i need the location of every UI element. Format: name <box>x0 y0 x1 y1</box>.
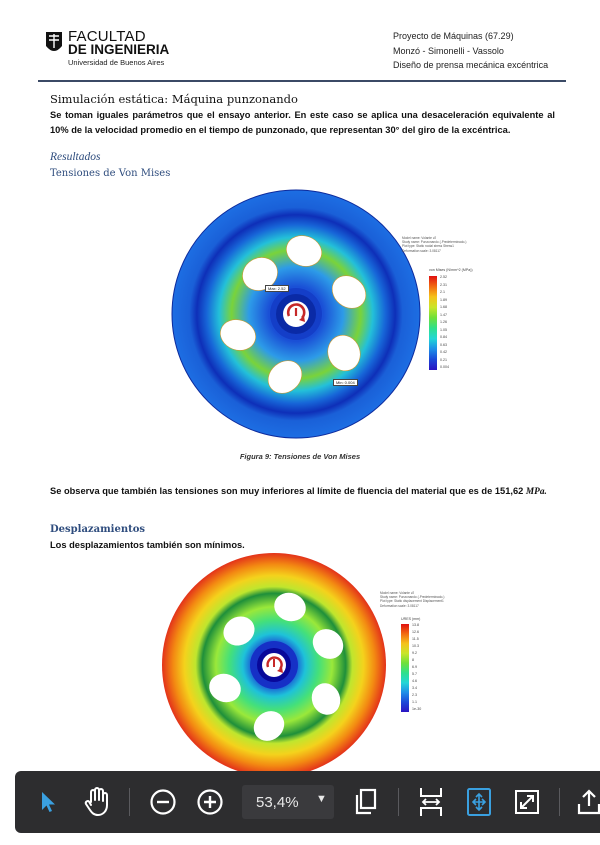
fit-width-button[interactable] <box>416 771 446 833</box>
scale-tick-label: 0.21 <box>440 357 447 362</box>
header-divider <box>38 80 566 82</box>
scale-tick-label: 9.2 <box>412 651 417 655</box>
crest-icon <box>44 30 64 56</box>
pointer-icon <box>39 790 57 814</box>
scale-tick-label: 3.4 <box>412 686 417 690</box>
scale-tick-label: 8 <box>412 658 414 662</box>
scale-tick-label: 11.5 <box>412 637 419 641</box>
color-scale-ticks-2 <box>412 624 442 712</box>
section-title: Simulación estática: Máquina punzonando <box>50 92 298 106</box>
yield-value: 151,62 <box>494 486 524 496</box>
scale-tick-label: 1.68 <box>440 305 447 309</box>
chevron-down-icon: ▼ <box>316 793 327 805</box>
scale-tick-label: 1e-30 <box>412 707 422 711</box>
scale-tick-label: 10.3 <box>412 644 419 648</box>
legend-title-2: URES (mm) <box>401 617 421 621</box>
vonmises-plot <box>170 188 422 440</box>
project-title: Diseño de prensa mecánica excéntrica <box>393 60 549 70</box>
min-marker: Min: 0.004 <box>333 379 358 386</box>
select-tool-button[interactable] <box>33 771 63 833</box>
scale-tick-label: 0.63 <box>440 342 447 347</box>
zoom-out-icon <box>149 788 177 816</box>
fit-page-icon <box>466 787 492 817</box>
zoom-dropdown[interactable] <box>242 785 334 819</box>
upload-icon <box>576 788 600 816</box>
color-scale-bar-2 <box>401 624 409 712</box>
scale-tick-label: 12.6 <box>412 630 419 634</box>
displacement-plot <box>161 552 387 778</box>
color-scale-ticks <box>440 276 470 370</box>
conclusion-text: Se observa que también las tensiones son muy inferiores al límite de fluencia del material que es de <box>50 486 493 496</box>
scale-tick-label: 13.8 <box>412 623 419 627</box>
toolbar-separator <box>559 788 560 816</box>
header-right <box>393 29 548 73</box>
scale-tick-label: 2.52 <box>440 275 447 279</box>
scale-tick-label: 0.004 <box>440 365 449 369</box>
authors: Monzó - Simonelli - Vassolo <box>393 45 504 56</box>
legend-title: von Mises (N/mm^2 (MPa)) <box>429 268 473 272</box>
fullscreen-button[interactable] <box>512 771 542 833</box>
scale-tick-label: 2.31 <box>440 282 447 287</box>
plot-metadata-2: Model name: Volante v2 Study name: Punzonando (-Predeterminado-) Plot type: Static displacement Displacement1 Deformation scale: 3.08117 <box>380 591 445 608</box>
zoom-out-button[interactable] <box>145 771 181 833</box>
figure-caption: Figura 9: Tensiones de Von Mises <box>239 452 361 461</box>
plot-metadata: Model name: Volante v2 Study name: Punzonando (-Predeterminado-) Plot type: Static nodal stress Stress1 Deformation scale: 3.08117 <box>402 236 467 253</box>
scale-tick-label: 1.47 <box>440 312 447 317</box>
scale-tick-label: 6.9 <box>412 665 417 669</box>
copy-pages-icon <box>353 788 379 816</box>
vonmises-heading: Tensiones de Von Mises <box>50 168 171 179</box>
toolbar-separator <box>398 788 399 816</box>
scale-tick-label: 2.3 <box>412 693 417 697</box>
hand-icon <box>82 786 112 818</box>
yield-unit: MPa. <box>525 487 547 497</box>
scale-tick-label: 0.84 <box>440 335 447 339</box>
scale-tick-label: 1.26 <box>440 320 447 324</box>
color-scale-bar <box>429 276 437 370</box>
scale-tick-label: 0.42 <box>440 350 447 354</box>
fit-width-icon <box>418 786 444 818</box>
scale-tick-label: 4.6 <box>412 679 417 683</box>
intro-paragraph: Se toman iguales parámetros que el ensayo anterior. En este caso se aplica una desaceleración equivalente al 10% de la velocidad promedio en el tiempo de punzonado, que representan 30° del giro de la excéntrica. <box>50 110 555 135</box>
share-button[interactable] <box>575 771 600 833</box>
displacement-paragraph: Los desplazamientos también son mínimos. <box>50 540 245 550</box>
results-heading: Resultados <box>50 151 101 163</box>
displacement-heading: Desplazamientos <box>50 524 146 535</box>
expand-icon <box>514 789 540 815</box>
scale-tick-label: 2.1 <box>440 290 445 294</box>
logo-line2: DE INGENIERIA <box>68 42 170 57</box>
scale-tick-label: 1.05 <box>440 327 447 332</box>
logo-line3: Universidad de Buenos Aires <box>68 58 165 67</box>
zoom-level: 53,4% <box>256 794 299 811</box>
scale-tick-label: 1.1 <box>412 700 417 704</box>
zoom-in-button[interactable] <box>192 771 228 833</box>
page-view-button[interactable] <box>351 771 381 833</box>
logo-line1: FACULTAD <box>68 28 146 45</box>
max-marker: Max: 2.52 <box>265 285 289 292</box>
scale-tick-label: 5.7 <box>412 672 417 676</box>
toolbar-separator <box>129 788 130 816</box>
hand-tool-button[interactable] <box>79 771 115 833</box>
fit-page-button[interactable] <box>464 771 494 833</box>
conclusion-paragraph <box>50 484 555 500</box>
scale-tick-label: 1.89 <box>440 297 447 302</box>
viewer-toolbar <box>15 771 600 833</box>
zoom-in-icon <box>196 788 224 816</box>
course-name: Proyecto de Máquinas (67.29) <box>393 31 514 41</box>
